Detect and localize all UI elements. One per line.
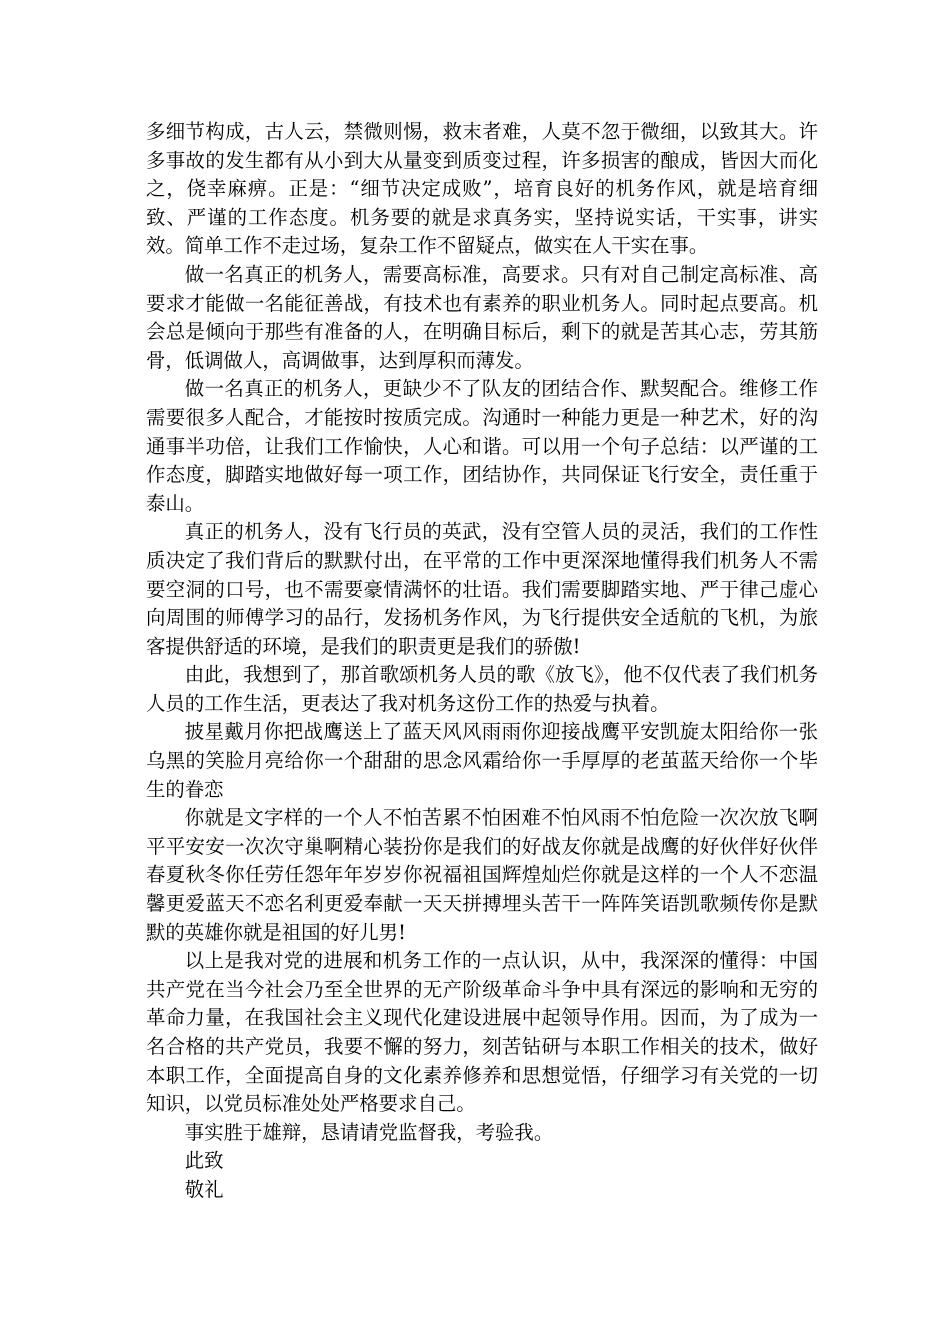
closing-cizhi: 此致 [184, 1149, 224, 1173]
paragraph-true-mechanic: 真正的机务人，没有飞行员的英武，没有空管人员的灵活，我们的工作性质决定了我们背后的默默付出，在平常的工作中更深深地懂得我们机务人不需要空洞的口号，也不需要豪情满怀的壮语。我们需要脚踏实地、严于律己虚心向周围的师傅学习的品行，发扬机务作风，为飞行提供安全适航的飞机，为旅客提供舒适的环境，是我们的职责更是我们的骄傲! [146, 520, 818, 658]
paragraph-request-supervision: 事实胜于雄辩，恳请请党监督我，考验我。 [184, 1120, 554, 1144]
letter-body [146, 118, 818, 1205]
paragraph-details: 多细节构成，古人云，禁微则惕，救末者难，人莫不忽于微细，以致其大。许多事故的发生都有从小到大从量变到质变过程，许多损害的酿成，皆因大而化之，侥幸麻痹。正是：“细节决定成败”，培育良好的机务作风，就是培育细致、严谨的工作态度。机务要的就是求真务实，坚持说实话，干实事，讲实效。简单工作不走过场，复杂工作不留疑点，做实在人干实在事。 [146, 120, 818, 258]
paragraph-song-verse-2: 你就是文字样的一个人不怕苦累不怕困难不怕风雨不怕危险一次次放飞啊平平安安一次次守巢啊精心装扮你是我们的好战友你就是战鹰的好伙伴好伙伴春夏秋冬你任劳任怨年年岁岁你祝福祖国辉煌灿烂你就是这样的一个人不恋温馨更爱蓝天不恋名利更爱奉献一天天拼搏埋头苦干一阵阵笑语凯歌频传你是默默的英雄你就是祖国的好儿男! [146, 806, 818, 944]
paragraph-high-standards: 做一名真正的机务人，需要高标准，高要求。只有对自己制定高标准、高要求才能做一名能征善战，有技术也有素养的职业机务人。同时起点要高。机会总是倾向于那些有准备的人，在明确目标后，剩下的就是苦其心志，劳其筋骨，低调做人，高调做事，达到厚积而薄发。 [146, 262, 818, 372]
paragraph-teamwork: 做一名真正的机务人，更缺少不了队友的团结合作、默契配合。维修工作需要很多人配合，才能按时按质完成。沟通时一种能力更是一种艺术，好的沟通事半功倍，让我们工作愉快，人心和谐。可以用一个句子总结：以严谨的工作态度，脚踏实地做好每一项工作，团结协作，共同保证飞行安全，责任重于泰山。 [146, 377, 818, 515]
paragraph-party-understanding: 以上是我对党的进展和机务工作的一点认识，从中，我深深的懂得：中国共产党在当今社会乃至全世界的无产阶级革命斗争中具有深远的影响和无穷的革命力量，在我国社会主义现代化建设进展中起领导作用。因而，为了成为一名合格的共产党员，我要不懈的努力，刻苦钻研与本职工作相关的技术，做好本职工作，全面提高自身的文化素养修养和思想觉悟，仔细学习有关党的一切知识，以党员标准处处严格要求自己。 [146, 949, 818, 1116]
paragraph-song-verse-1: 披星戴月你把战鹰送上了蓝天风风雨雨你迎接战鹰平安凯旋太阳给你一张乌黑的笑脸月亮给你一个甜甜的思念风霜给你一手厚厚的老茧蓝天给你一个毕生的眷恋 [146, 720, 818, 801]
closing-jingli: 敬礼 [184, 1177, 224, 1201]
paragraph-song-intro: 由此，我想到了，那首歌颂机务人员的歌《放飞》，他不仅代表了我们机务人员的工作生活，更表达了我对机务这份工作的热爱与执着。 [146, 663, 818, 715]
